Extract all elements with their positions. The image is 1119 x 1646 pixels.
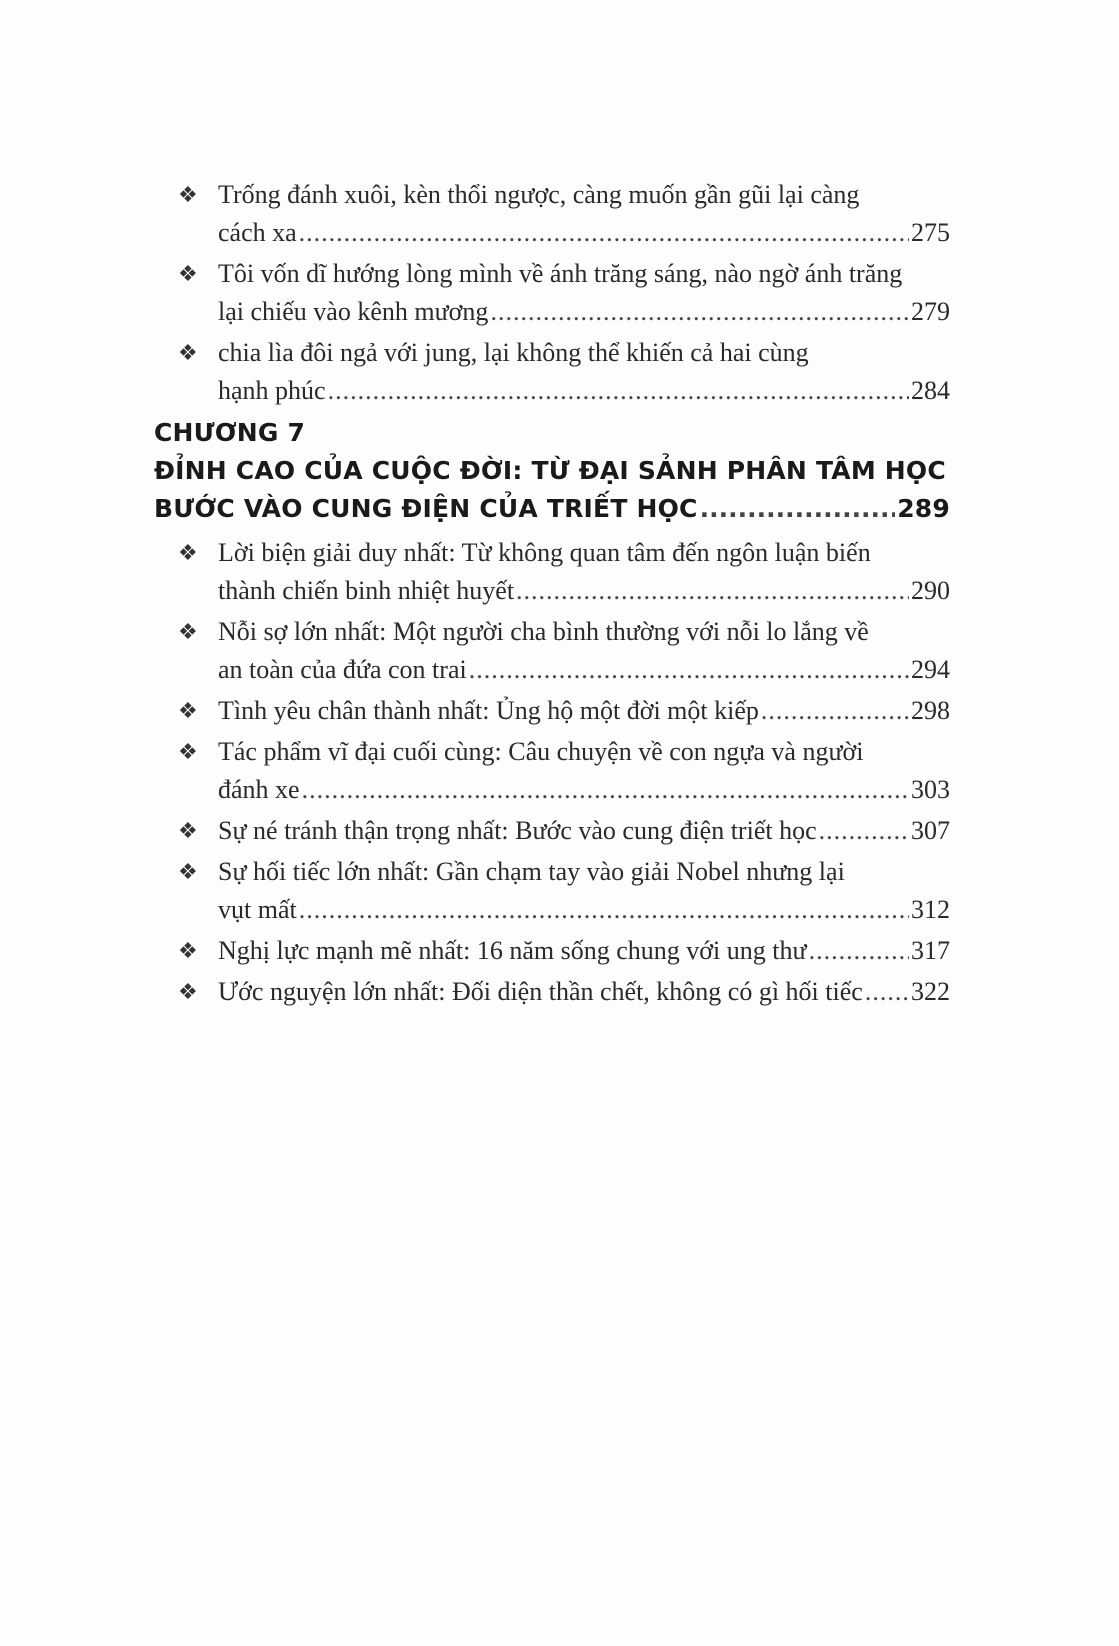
toc-entry[interactable] [178, 932, 950, 970]
toc-entry-title-line1: chia lìa đôi ngả với jung, lại không thể khiến cả hai cùng [218, 338, 809, 367]
toc-entry-title-line1: Sự hối tiếc lớn nhất: Gần chạm tay vào giải Nobel nhưng lại [218, 857, 845, 886]
toc-entry[interactable] [178, 692, 950, 730]
toc-entry-title-line1: Lời biện giải duy nhất: Từ không quan tâm đến ngôn luận biến [218, 538, 871, 567]
table-of-contents [154, 176, 950, 1014]
dot-leader [761, 692, 909, 730]
toc-entry[interactable] [178, 534, 950, 610]
toc-entry[interactable] [178, 334, 950, 410]
diamond-bullet-icon: ❖ [178, 540, 198, 565]
dot-leader [469, 651, 909, 689]
toc-page-number: 298 [911, 696, 950, 725]
toc-entry[interactable] [178, 853, 950, 929]
diamond-bullet-icon: ❖ [178, 340, 198, 365]
toc-page-number: 322 [911, 977, 950, 1006]
diamond-bullet-icon: ❖ [178, 619, 198, 644]
toc-entry-title-line2: vụt mất [218, 895, 297, 924]
toc-entry-title-line2: thành chiến binh nhiệt huyết [218, 576, 515, 605]
chapter-title-line1: ĐỈNH CAO CỦA CUỘC ĐỜI: TỪ ĐẠI SẢNH PHÂN TÂM HỌC [154, 456, 946, 485]
toc-page-number: 307 [911, 816, 950, 845]
toc-page-number: 312 [911, 895, 950, 924]
toc-page-number: 279 [911, 297, 950, 326]
diamond-bullet-icon: ❖ [178, 938, 198, 963]
dot-leader [819, 812, 909, 850]
diamond-bullet-icon: ❖ [178, 698, 198, 723]
diamond-bullet-icon: ❖ [178, 739, 198, 764]
toc-entry-title: Ước nguyện lớn nhất: Đối diện thần chết, không có gì hối tiếc [218, 977, 863, 1006]
toc-entry-title: Tình yêu chân thành nhất: Ủng hộ một đời một kiếp [218, 696, 759, 725]
toc-entry-title-line2: hạnh phúc [218, 376, 326, 405]
toc-page-number: 275 [911, 218, 950, 247]
toc-entry[interactable] [178, 733, 950, 809]
chapter-heading[interactable] [154, 414, 950, 528]
toc-entry[interactable] [178, 973, 950, 1011]
toc-entry-title-line1: Tôi vốn dĩ hướng lòng mình về ánh trăng sáng, nào ngờ ánh trăng [218, 259, 903, 288]
diamond-bullet-icon: ❖ [178, 979, 198, 1004]
toc-page-number: 290 [911, 576, 950, 605]
dot-leader [302, 771, 909, 809]
toc-entry-title-line1: Trống đánh xuôi, kèn thổi ngược, càng muốn gần gũi lại càng [218, 180, 860, 209]
toc-entry[interactable] [178, 613, 950, 689]
toc-page-number: 294 [911, 655, 950, 684]
dot-leader [516, 572, 909, 610]
toc-entry-title-line2: cách xa [218, 218, 297, 247]
toc-entry[interactable] [178, 255, 950, 331]
dot-leader [299, 891, 909, 929]
toc-entry[interactable] [178, 812, 950, 850]
toc-page-number: 317 [911, 936, 950, 965]
toc-entry-title-line2: an toàn của đứa con trai [218, 655, 467, 684]
chapter-label: CHƯƠNG 7 [154, 418, 306, 447]
toc-entry-title: Sự né tránh thận trọng nhất: Bước vào cung điện triết học [218, 816, 817, 845]
dot-leader [809, 932, 909, 970]
toc-entry-title-line2: lại chiếu vào kênh mương [218, 297, 489, 326]
diamond-bullet-icon: ❖ [178, 261, 198, 286]
chapter-title-line2: BƯỚC VÀO CUNG ĐIỆN CỦA TRIẾT HỌC [154, 494, 698, 523]
diamond-bullet-icon: ❖ [178, 859, 198, 884]
toc-entry[interactable] [178, 176, 950, 252]
diamond-bullet-icon: ❖ [178, 818, 198, 843]
toc-page-number: 284 [911, 376, 950, 405]
toc-entry-title-line1: Nỗi sợ lớn nhất: Một người cha bình thường với nỗi lo lắng về [218, 617, 869, 646]
dot-leader [865, 973, 909, 1011]
dot-leader [299, 214, 909, 252]
dot-leader [700, 490, 896, 528]
toc-entry-title-line2: đánh xe [218, 775, 300, 804]
diamond-bullet-icon: ❖ [178, 182, 198, 207]
dot-leader [328, 372, 909, 410]
chapter-page-number: 289 [897, 494, 950, 523]
toc-page-number: 303 [911, 775, 950, 804]
toc-entry-title: Nghị lực mạnh mẽ nhất: 16 năm sống chung với ung thư [218, 936, 807, 965]
dot-leader [490, 293, 909, 331]
toc-entry-title-line1: Tác phẩm vĩ đại cuối cùng: Câu chuyện về con ngựa và người [218, 737, 864, 766]
